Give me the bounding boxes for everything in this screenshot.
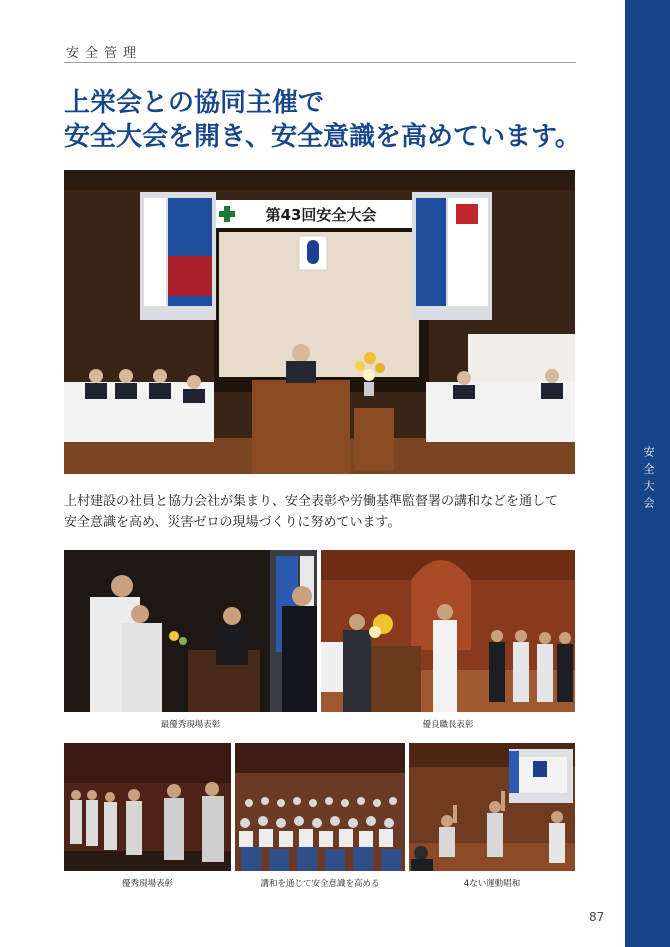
caption-photo-5: 4ない運動唱和 xyxy=(463,879,521,889)
photo-excellent-site-award-illustration xyxy=(64,743,231,871)
caption-photo-1: 最優秀現場表彰 xyxy=(160,720,221,730)
section-label: 安全管理 xyxy=(66,46,143,61)
body-text-line-1: 上村建設の社員と協力会社が集まり、安全表彰や労働基準監督署の講和などを通して xyxy=(64,494,559,509)
photo-four-nots-campaign-chant-illustration xyxy=(409,743,575,871)
body-text-line-2: 安全意識を高め、災害ゼロの現場づくりに努めています。 xyxy=(64,515,401,530)
page-title xyxy=(64,86,584,154)
page-number: 87 xyxy=(589,910,605,924)
photo-safety-lecture-illustration xyxy=(235,743,405,871)
main-photo-safety-conference xyxy=(64,170,575,474)
photo-excellent-foreman-award-illustration xyxy=(321,550,575,712)
page-title-line-1: 上栄会との協同主催で xyxy=(64,88,325,118)
main-photo-illustration xyxy=(64,170,575,474)
side-label: 安全大会 xyxy=(642,446,655,514)
photo-excellent-foreman-award xyxy=(321,550,575,712)
conference-banner-text: 第43回安全大会 xyxy=(265,206,377,224)
photo-safety-lecture xyxy=(235,743,405,871)
caption-photo-3: 優秀現場表彰 xyxy=(121,879,173,889)
photo-top-excellent-site-award xyxy=(64,550,317,712)
page-title-line-2: 安全大会を開き、安全意識を高めています。 xyxy=(64,122,581,152)
caption-photo-2: 優良職長表彰 xyxy=(422,720,474,730)
caption-photo-4: 講和を通じて安全意識を高める xyxy=(260,879,380,889)
section-divider xyxy=(64,62,576,63)
body-text xyxy=(64,491,584,533)
photo-excellent-site-award xyxy=(64,743,231,871)
photo-four-nots-campaign-chant xyxy=(409,743,575,871)
photo-top-excellent-site-award-illustration xyxy=(64,550,317,712)
